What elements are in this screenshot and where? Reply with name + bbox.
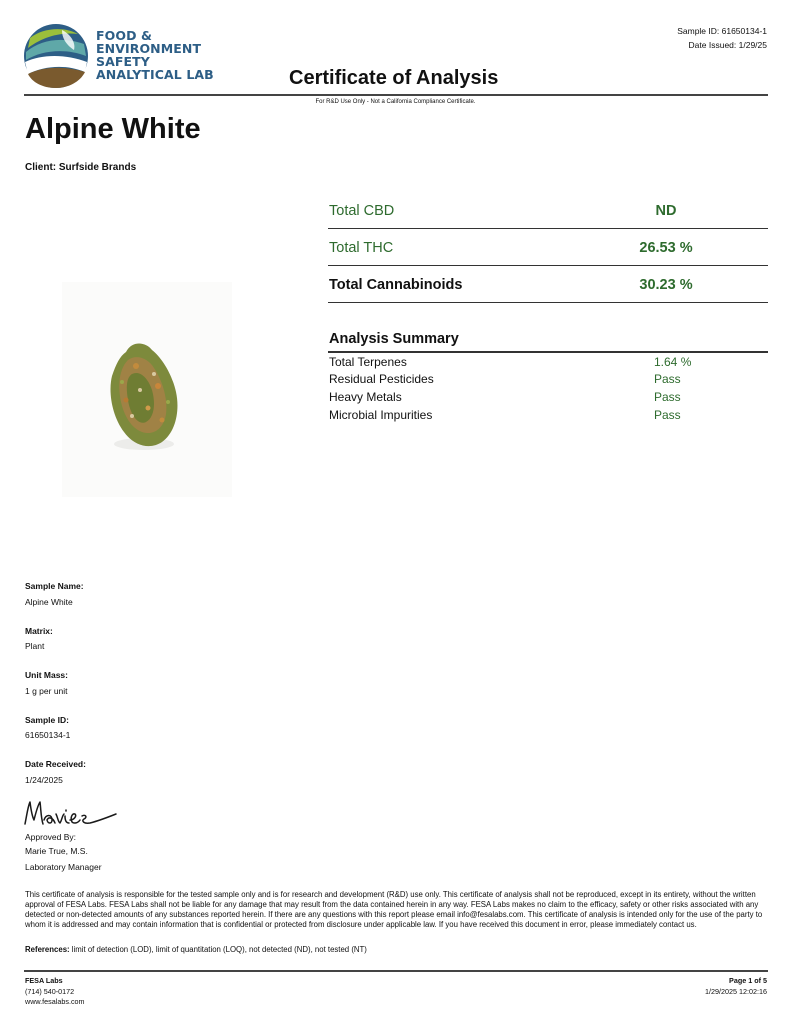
detail-value: Alpine White	[25, 597, 73, 607]
lab-name-line: ENVIRONMENT	[96, 41, 202, 56]
signature-image	[22, 796, 122, 830]
total-cannabinoids-row	[328, 274, 768, 303]
approved-by-label: Approved By:	[25, 832, 77, 842]
lab-name-line: FOOD &	[96, 28, 153, 43]
total-cbd-label: Total CBD	[329, 203, 395, 219]
summary-row-value: Pass	[654, 408, 681, 422]
rd-disclaimer: For R&D Use Only - Not a California Compliance Certificate.	[315, 99, 476, 105]
coa-legal-statement: This certificate of analysis is responsible for the tested sample only and is for research and development (R&D) use only. This certificate of analysis shall not be reproduced, except in its entirety, without the written approval of FESA Labs. FESA Labs shall not be liable for any damage that may result from the data contained herein in any way. FESA Labs makes no claim to the efficacy, safety or other risks associated with any detected or non-detected amounts of any substances reported herein. If there are any questions with this report please email info@fesalabs.com. This certificate of analysis is intended only for the use of the party to whom it is addressed and may contain information that is confidential or protected from disclosure under applicable law. If you have received this document in error, please immediately contact us.	[25, 890, 763, 930]
detail-value: 1 g per unit	[25, 686, 68, 696]
total-thc-value: 26.53 %	[639, 240, 693, 256]
summary-row-value: 1.64 %	[654, 355, 692, 369]
total-cbd-row	[328, 200, 768, 229]
detail-label: Matrix:	[25, 626, 53, 636]
total-cbd-value: ND	[655, 203, 677, 219]
detail-value: 1/24/2025	[25, 775, 63, 785]
approver-name: Marie True, M.S.	[25, 846, 88, 856]
client-name: Client: Surfside Brands	[25, 162, 137, 173]
detail-label: Sample ID:	[25, 715, 69, 725]
detail-label: Sample Name:	[25, 581, 84, 591]
footer-divider	[24, 970, 768, 972]
total-thc-row	[328, 237, 768, 266]
approver-role: Laboratory Manager	[25, 862, 102, 872]
detail-label: Unit Mass:	[25, 670, 68, 680]
summary-row-value: Pass	[654, 390, 681, 404]
footer-timestamp: 1/29/2025 12:02:16	[705, 987, 767, 996]
header-sample-id: Sample ID: 61650134-1	[677, 26, 767, 36]
total-thc-label: Total THC	[329, 240, 394, 256]
lab-name-wordmark	[96, 29, 256, 81]
detail-value: 61650134-1	[25, 730, 71, 740]
analysis-summary-title: Analysis Summary	[329, 331, 459, 347]
document-title: Certificate of Analysis	[289, 67, 499, 89]
detail-value: Plant	[25, 641, 45, 651]
summary-row-label: Residual Pesticides	[329, 372, 434, 386]
summary-row-value: Pass	[654, 372, 681, 386]
product-name: Alpine White	[25, 113, 201, 145]
footer-page-number: Page 1 of 5	[729, 976, 767, 985]
detail-label: Date Received:	[25, 759, 86, 769]
cannabis-flower-photo	[62, 282, 232, 497]
summary-row-label: Heavy Metals	[329, 390, 402, 404]
references-line	[25, 945, 767, 954]
header-date-issued: Date Issued: 1/29/25	[688, 40, 767, 50]
summary-row	[329, 372, 768, 390]
summary-row	[329, 408, 768, 426]
summary-row-label: Microbial Impurities	[329, 408, 433, 422]
lab-name-line: ANALYTICAL LAB	[96, 67, 214, 82]
footer-company: FESA Labs	[25, 976, 63, 985]
header-divider	[24, 94, 768, 96]
summary-row-label: Total Terpenes	[329, 355, 407, 369]
total-cannabinoids-label: Total Cannabinoids	[329, 277, 463, 293]
summary-row	[329, 355, 768, 373]
summary-row	[329, 390, 768, 408]
lab-name-line: SAFETY	[96, 54, 150, 69]
total-cannabinoids-value: 30.23 %	[639, 277, 693, 293]
footer-website: www.fesalabs.com	[25, 997, 85, 1006]
analysis-summary-divider	[328, 351, 768, 353]
footer-phone: (714) 540-0172	[25, 987, 75, 996]
references-text: limit of detection (LOD), limit of quantitation (LOQ), not detected (ND), not tested (NT)	[69, 945, 367, 954]
references-label: References:	[25, 945, 70, 954]
fesa-logo-icon	[22, 22, 90, 90]
